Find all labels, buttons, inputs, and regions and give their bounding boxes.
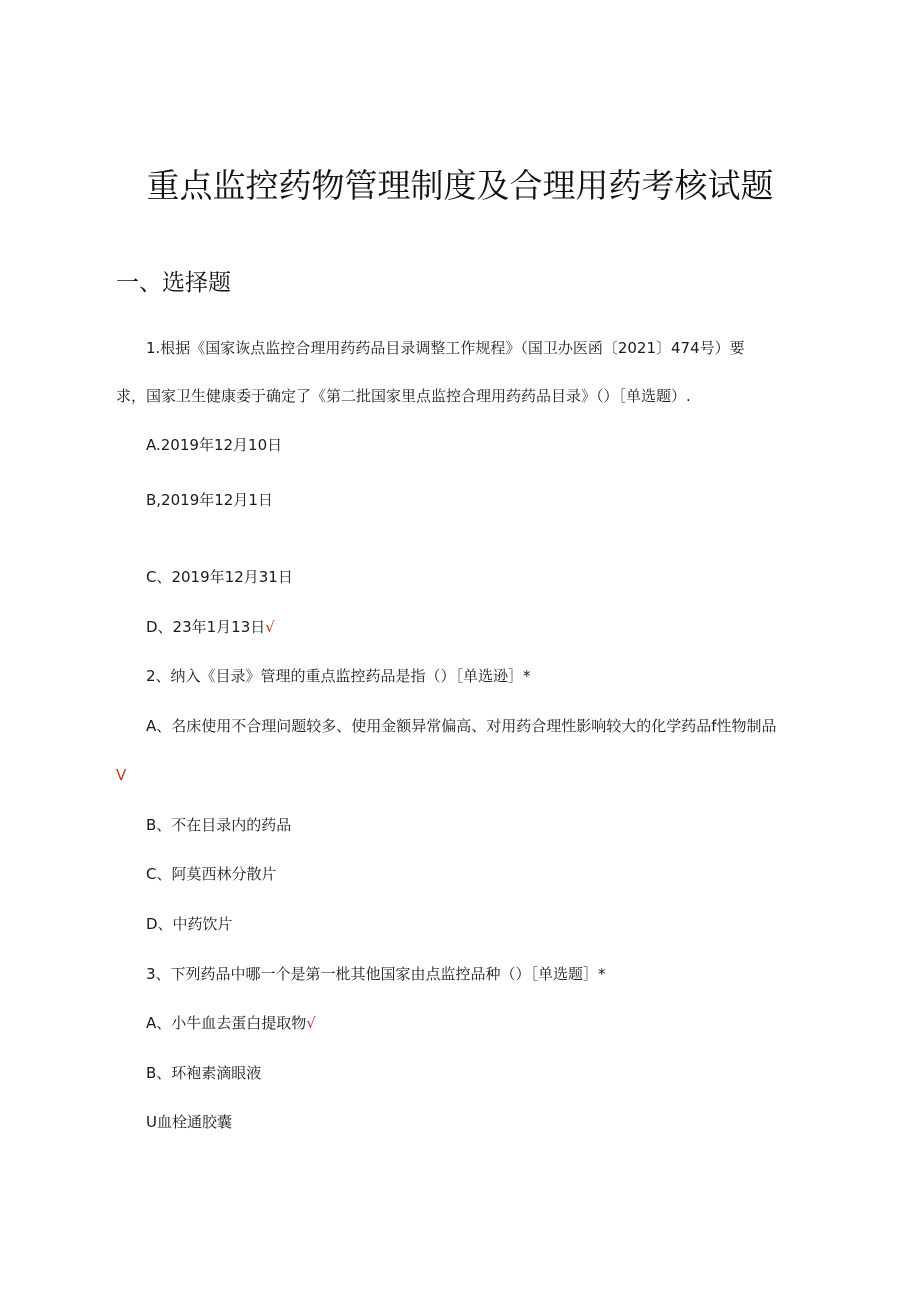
- question-2-option-b: [146, 815, 291, 835]
- question-2-stem: 2、纳入《目录》管理的重点监控药品是指（）［单选逊］*: [146, 667, 531, 685]
- option-text: D、23年1月13日: [146, 618, 266, 636]
- option-text: A、名床使用不合理问题较多、使用金额异常偏高、对用药合理性影响较大的化学药品f性物制品: [146, 717, 777, 735]
- option-text: B、不在目录内的药品: [146, 816, 292, 834]
- question-1-option-d: [146, 617, 275, 637]
- option-text: C、阿莫西林分散片: [146, 865, 277, 883]
- page-title: 重点监控药物管理制度及合理用药考核试题: [146, 166, 774, 205]
- question-3-stem: 3、下列药品中哪一个是第一枇其他国家由点监控品种（）［单选题］*: [146, 965, 606, 983]
- question-1-option-c: [146, 567, 293, 587]
- question-2-option-d: [146, 914, 233, 934]
- question-1-stem-line-2: 求，国家卫生健康委于确定了《第二批国家里点监控合理用药药品目录》（）［单选题）.: [116, 387, 691, 405]
- answer-check-mark: √: [265, 618, 275, 636]
- option-text: B,2019年12月1日: [146, 491, 273, 509]
- option-text: C、2019年12月31日: [146, 568, 293, 586]
- option-text: D、中药饮片: [146, 915, 233, 933]
- question-3-option-a: [146, 1013, 316, 1033]
- option-text: A、小牛血去蛋白提取物: [146, 1014, 307, 1032]
- answer-check-mark: √: [306, 1014, 316, 1032]
- question-1-option-a: [146, 435, 282, 455]
- question-2-option-c: [146, 864, 276, 884]
- question-1-stem-line-1: 1.根据《国家诙点监控合理用药药品目录调整工作规程》（国卫办医函〔2021〕474号）要: [146, 339, 745, 357]
- option-text: U血栓通胶囊: [146, 1113, 232, 1131]
- option-text: B、环袍素滴眼液: [146, 1064, 262, 1082]
- question-2-option-a-check-mark: V: [116, 766, 127, 784]
- question-3-option-c: [146, 1112, 232, 1132]
- question-2-option-a: [146, 716, 777, 736]
- question-1-option-b: [146, 490, 273, 510]
- section-heading: 一、选择题: [116, 270, 231, 296]
- question-3-option-b: [146, 1063, 261, 1083]
- option-text: A.2019年12月10日: [146, 436, 283, 454]
